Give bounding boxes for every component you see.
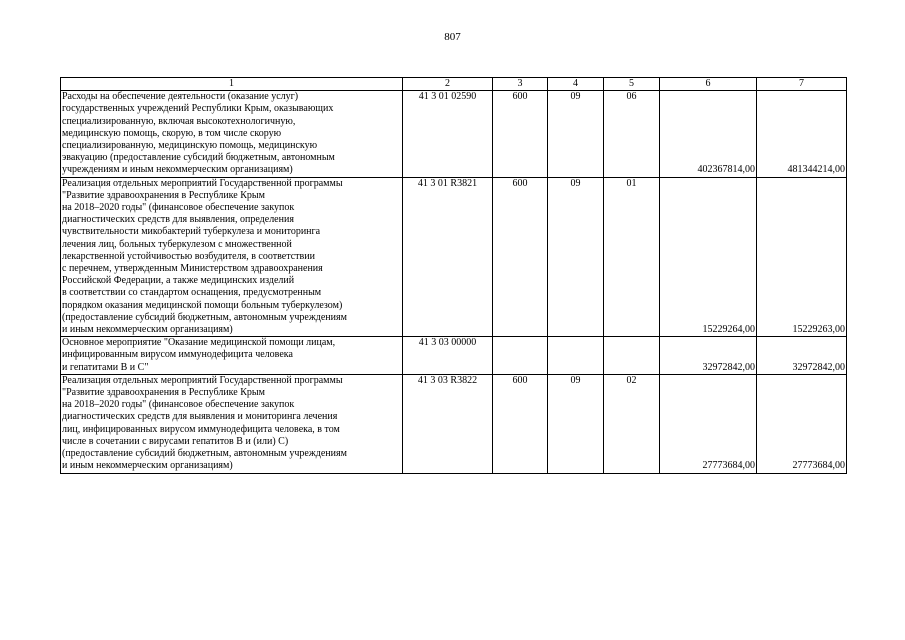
row-amount-7: 15229263,00 — [757, 177, 847, 337]
header-cell: 5 — [604, 78, 660, 91]
header-cell: 4 — [548, 78, 604, 91]
row-code: 41 3 03 R3822 — [403, 374, 493, 473]
row-amount-6: 402367814,00 — [660, 91, 757, 177]
row-amount-6: 27773684,00 — [660, 374, 757, 473]
row-col4: 09 — [548, 177, 604, 337]
row-col3: 600 — [493, 91, 548, 177]
row-col5: 06 — [604, 91, 660, 177]
row-col3: 600 — [493, 374, 548, 473]
table-row — [61, 337, 847, 375]
row-name: Расходы на обеспечение деятельности (оказание услуг) государственных учреждений Республики Крым, оказывающих специализированную, включая высокотехнологичную, медицинскую помощь, скорую, в том числе скорую специализированную, медицинскую помощь, медицинскую эвакуацию (предоставление субсидий бюджетным, автономным учреждениям и иным некоммерческим организациям) — [61, 91, 403, 177]
row-amount-7: 32972842,00 — [757, 337, 847, 375]
header-cell: 1 — [61, 78, 403, 91]
row-amount-7: 481344214,00 — [757, 91, 847, 177]
row-col3: 600 — [493, 177, 548, 337]
row-name: Реализация отдельных мероприятий Государственной программы "Развитие здравоохранения в Республике Крым на 2018–2020 годы" (финансовое обеспечение закупок диагностических средств для выявления и мониторинга лечения лиц, инфицированных вирусом иммунодефицита человека, в том числе в сочетании с вирусами гепатитов В и (или) С) (предоставление субсидий бюджетным, автономным учреждениям и иным некоммерческим организациям) — [61, 374, 403, 473]
row-code: 41 3 03 00000 — [403, 337, 493, 375]
row-code: 41 3 01 R3821 — [403, 177, 493, 337]
row-amount-7: 27773684,00 — [757, 374, 847, 473]
row-col5 — [604, 337, 660, 375]
table-row — [61, 91, 847, 177]
row-amount-6: 32972842,00 — [660, 337, 757, 375]
row-col3 — [493, 337, 548, 375]
header-cell: 6 — [660, 78, 757, 91]
table-row — [61, 177, 847, 337]
row-col5: 02 — [604, 374, 660, 473]
page-number: 807 — [444, 31, 461, 43]
header-cell: 3 — [493, 78, 548, 91]
row-col4: 09 — [548, 374, 604, 473]
row-col5: 01 — [604, 177, 660, 337]
row-amount-6: 15229264,00 — [660, 177, 757, 337]
row-col4 — [548, 337, 604, 375]
header-cell: 2 — [403, 78, 493, 91]
budget-table — [60, 77, 847, 474]
row-name: Основное мероприятие "Оказание медицинской помощи лицам, инфицированным вирусом иммунодефицита человека и гепатитами В и С" — [61, 337, 403, 375]
row-code: 41 3 01 02590 — [403, 91, 493, 177]
table-header-row — [61, 78, 847, 91]
header-cell: 7 — [757, 78, 847, 91]
row-name: Реализация отдельных мероприятий Государственной программы "Развитие здравоохранения в Республике Крым на 2018–2020 годы" (финансовое обеспечение закупок диагностических средств для выявления, определения чувствительности микобактерий туберкулеза и мониторинга лечения лиц, больных туберкулезом с множественной лекарственной устойчивостью возбудителя, в соответствии с перечнем, утвержденным Министерством здравоохранения Российской Федерации, а также медицинских изделий в соответствии со стандартом оснащения, предусмотренным порядком оказания медицинской помощи больным туберкулезом) (предоставление субсидий бюджетным, автономным учреждениям и иным некоммерческим организациям) — [61, 177, 403, 337]
row-col4: 09 — [548, 91, 604, 177]
table-row — [61, 374, 847, 473]
